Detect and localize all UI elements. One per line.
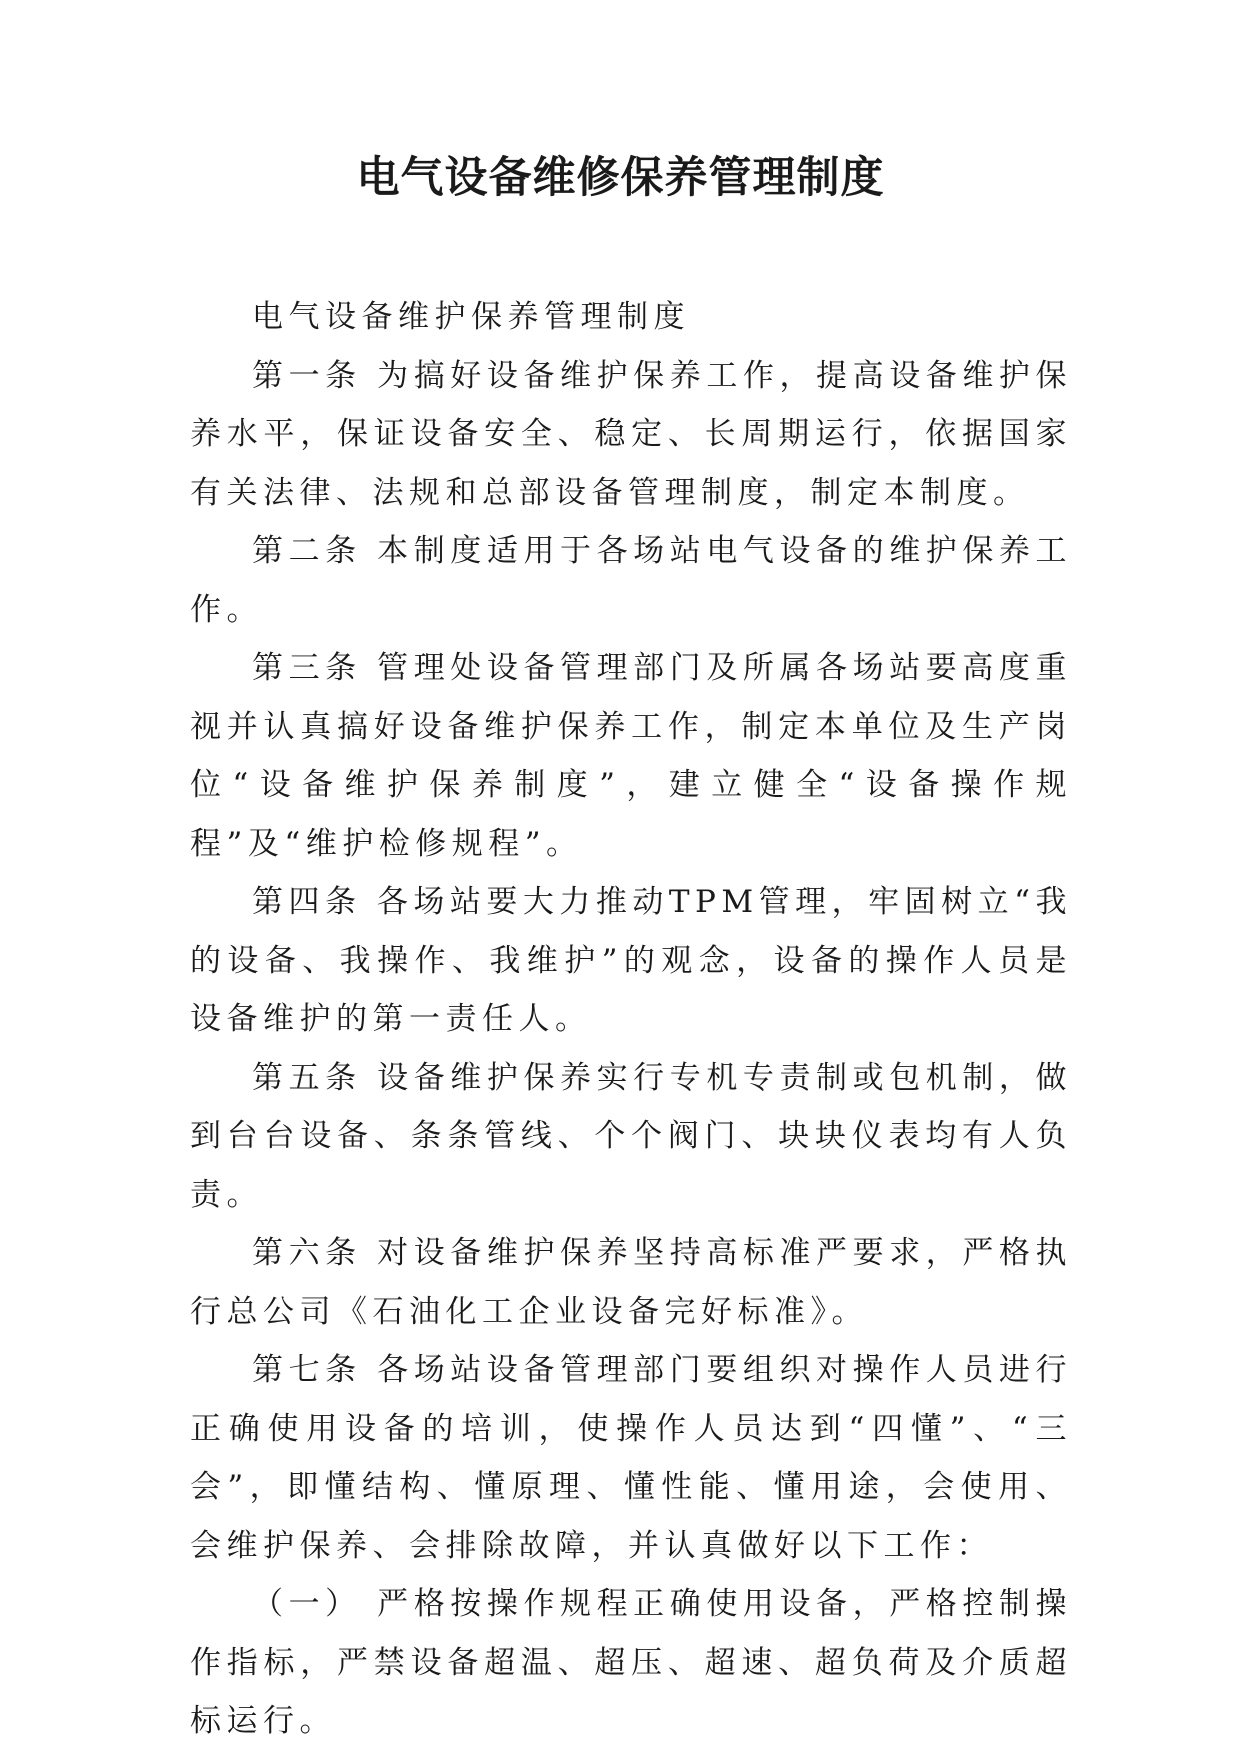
paragraph-article-1: 第一条 为搞好设备维护保养工作，提高设备维护保养水平，保证设备安全、稳定、长周期运行，依据国家有关法律、法规和总部设备管理制度，制定本制度。 <box>190 357 1072 511</box>
paragraph-item-1: （一） 严格按操作规程正确使用设备，严格控制操作指标，严禁设备超温、超压、超速、超负荷及介质超标运行。 <box>190 1586 1072 1739</box>
document-body <box>190 288 1072 1751</box>
paragraph-article-4: 第四条 各场站要大力推动TPM管理，牢固树立“我的设备、我操作、我维护”的观念，设备的操作人员是设备维护的第一责任人。 <box>190 884 1072 1037</box>
paragraph-article-6: 第六条 对设备维护保养坚持高标准严要求，严格执行总公司《石油化工企业设备完好标准》。 <box>190 1235 1072 1330</box>
paragraph-article-7: 第七条 各场站设备管理部门要组织对操作人员进行正确使用设备的培训，使操作人员达到“四懂”、“三会”，即懂结构、懂原理、懂性能、懂用途，会使用、会维护保养、会排除故障，并认真做好以下工作： <box>190 1352 1072 1564</box>
paragraph-article-3: 第三条 管理处设备管理部门及所属各场站要高度重视并认真搞好设备维护保养工作，制定本单位及生产岗位“设备维护保养制度”，建立健全“设备操作规程”及“维护检修规程”。 <box>190 650 1072 862</box>
document-title: 电气设备维修保养管理制度 <box>356 153 885 203</box>
paragraph-article-2: 第二条 本制度适用于各场站电气设备的维护保养工作。 <box>190 533 1072 628</box>
paragraph-article-5: 第五条 设备维护保养实行专机专责制或包机制，做到台台设备、条条管线、个个阀门、块块仪表均有人负责。 <box>190 1059 1072 1213</box>
paragraph-heading: 电气设备维护保养管理制度 <box>252 299 690 335</box>
